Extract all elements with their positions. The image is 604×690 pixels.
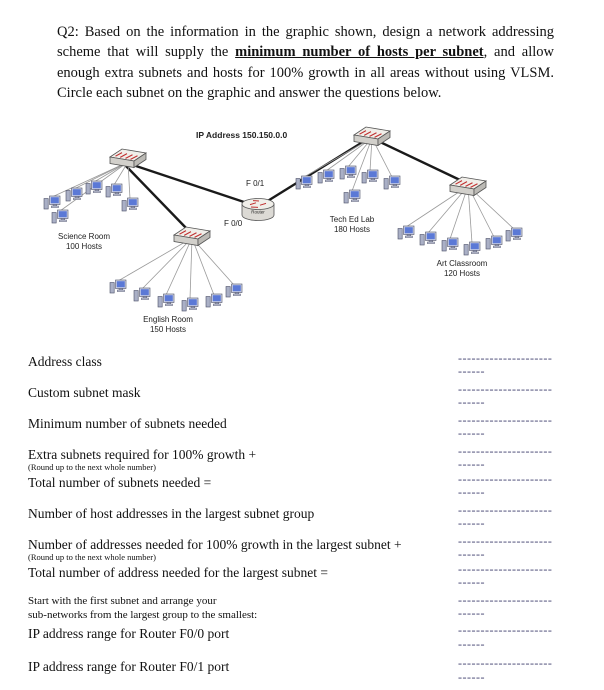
- answer-line-short: ------: [458, 575, 485, 590]
- qa-instruction-line1: Start with the first subnet and arrange your: [28, 594, 217, 607]
- pc-icon: [486, 236, 502, 249]
- pc-icon: [296, 176, 312, 189]
- answer-line-short: ------: [458, 516, 485, 531]
- switch-icon: [354, 127, 390, 146]
- answer-line-short: ------: [458, 547, 485, 562]
- answer-line-long: ---------------------: [458, 592, 553, 607]
- art-classroom-pcs: [398, 226, 522, 255]
- answer-line-long: ---------------------: [458, 623, 553, 638]
- backbone-links: [126, 140, 460, 230]
- qa-instruction-line2: sub-networks from the largest group to the smallest:: [28, 608, 258, 621]
- pc-icon: [398, 226, 414, 239]
- answer-line-long: ---------------------: [458, 412, 553, 427]
- pc-icon: [86, 181, 102, 194]
- answer-line-short: ------: [458, 485, 485, 500]
- answer-line-long: ---------------------: [458, 656, 553, 671]
- answer-line-short: ------: [458, 364, 485, 379]
- answer-lines: [458, 657, 576, 684]
- pc-icon: [344, 190, 360, 203]
- pc-icon: [110, 280, 126, 293]
- pc-icon: [442, 238, 458, 251]
- port-f00-label: F 0/0: [224, 219, 243, 228]
- pc-icon: [318, 170, 334, 183]
- question-prefix: Q2: Based on the information in the graphic shown, design a network addressing scheme that will supply the: [57, 24, 554, 61]
- qa-note: (Round up to the next whole number): [28, 552, 156, 563]
- english-room-name: English Room: [143, 315, 193, 324]
- pc-icon: [158, 294, 174, 307]
- science-room-name: Science Room: [57, 232, 111, 241]
- tech-ed-lab-pcs: [296, 166, 400, 203]
- answer-lines: [458, 594, 576, 621]
- answer-line-short: ------: [458, 636, 485, 651]
- question-text: [57, 22, 554, 103]
- qa-label: IP address range for Router F0/0 port: [28, 626, 230, 642]
- qa-row-min-subnets: [28, 414, 576, 441]
- answer-line-short: ------: [458, 606, 485, 621]
- answer-line-short: ------: [458, 669, 485, 684]
- pc-icon: [362, 170, 378, 183]
- qa-label: Number of host addresses in the largest subnet group: [28, 505, 315, 521]
- science-room-pcs: [44, 181, 138, 223]
- english-room-hosts: 150 Hosts: [149, 325, 187, 334]
- qa-label: Custom subnet mask: [28, 384, 141, 400]
- answer-lines: [458, 445, 576, 472]
- answer-lines: [458, 352, 576, 379]
- router-label: Router: [251, 209, 265, 215]
- qa-label: [28, 594, 458, 623]
- answer-lines: [458, 414, 576, 441]
- qa-label-text: Extra subnets required for 100% growth +: [28, 446, 257, 462]
- pc-icon: [384, 176, 400, 189]
- answer-lines: [458, 535, 576, 562]
- qa-label: IP address range for Router F0/1 port: [28, 659, 230, 675]
- qa-row-extra-subnets: [28, 445, 576, 473]
- qa-label: Total number of subnets needed =: [28, 474, 212, 490]
- port-f01-label: F 0/1: [246, 179, 265, 188]
- answer-lines: [458, 504, 576, 531]
- pc-icon: [44, 196, 60, 209]
- answer-line-long: ---------------------: [458, 502, 553, 517]
- qa-row-host-addresses: [28, 504, 576, 531]
- science-room-hosts: 100 Hosts: [65, 242, 103, 251]
- pc-icon: [206, 294, 222, 307]
- qa-row-total-addresses: [28, 563, 576, 590]
- pc-icon: [340, 166, 356, 179]
- answer-line-short: ------: [458, 457, 485, 472]
- tech-ed-lab-name: Tech Ed Lab: [329, 215, 375, 224]
- pc-icon: [182, 298, 198, 311]
- qa-label: Total number of address needed for the largest subnet =: [28, 565, 328, 580]
- answer-line-long: ---------------------: [458, 351, 553, 365]
- qa-row-total-subnets: [28, 473, 576, 500]
- qa-label-text: Number of addresses needed for 100% growth in the largest subnet +: [28, 536, 402, 552]
- questions-section: [28, 352, 576, 684]
- qa-row-f00-range: [28, 624, 576, 651]
- question-suffix: , and allow enough extra subnets and hosts for 100% growth in all areas without using VLSM. Circle each subnet on the graphic and answer the questions below.: [57, 44, 554, 101]
- qa-row-growth-addresses: [28, 535, 576, 563]
- qa-row-f01-range: [28, 657, 576, 684]
- answer-line-long: ---------------------: [458, 443, 553, 458]
- pc-icon: [506, 228, 522, 241]
- qa-label: [28, 445, 458, 473]
- pc-icon: [122, 198, 138, 211]
- qa-label: Address class: [28, 354, 102, 369]
- switch-icon: [110, 149, 146, 168]
- pc-icon: [134, 288, 150, 301]
- answer-line-short: ------: [458, 395, 485, 410]
- english-room-pcs: [110, 280, 242, 311]
- pc-icon: [66, 188, 82, 201]
- switch-icon: [174, 227, 210, 246]
- pc-icon: [106, 184, 122, 197]
- qa-row-address-class: [28, 352, 576, 379]
- pc-icon: [420, 232, 436, 245]
- qa-note: (Round up to the next whole number): [28, 462, 156, 473]
- qa-label: [28, 535, 458, 563]
- pc-icon: [226, 284, 242, 297]
- pc-icon: [464, 242, 480, 255]
- answer-lines: [458, 563, 576, 590]
- pc-icon: [52, 210, 68, 223]
- art-classroom-name: Art Classroom: [436, 259, 488, 268]
- switch-icon: [450, 177, 486, 196]
- answer-line-long: ---------------------: [458, 471, 553, 486]
- qa-label: Minimum number of subnets needed: [28, 415, 227, 431]
- answer-line-long: ---------------------: [458, 533, 553, 548]
- network-diagram: [0, 120, 604, 358]
- question-emphasis: minimum number of hosts per subnet: [235, 44, 484, 61]
- qa-row-arrange-instructions: [28, 594, 576, 623]
- ip-address-label: IP Address 150.150.0.0: [196, 130, 288, 140]
- qa-row-subnet-mask: [28, 383, 576, 410]
- answer-line-short: ------: [458, 426, 485, 441]
- answer-line-long: ---------------------: [458, 381, 553, 396]
- answer-line-long: ---------------------: [458, 562, 553, 576]
- tech-ed-lab-hosts: 180 Hosts: [333, 225, 371, 234]
- answer-lines: [458, 624, 576, 651]
- art-classroom-hosts: 120 Hosts: [443, 269, 481, 278]
- answer-lines: [458, 473, 576, 500]
- answer-lines: [458, 383, 576, 410]
